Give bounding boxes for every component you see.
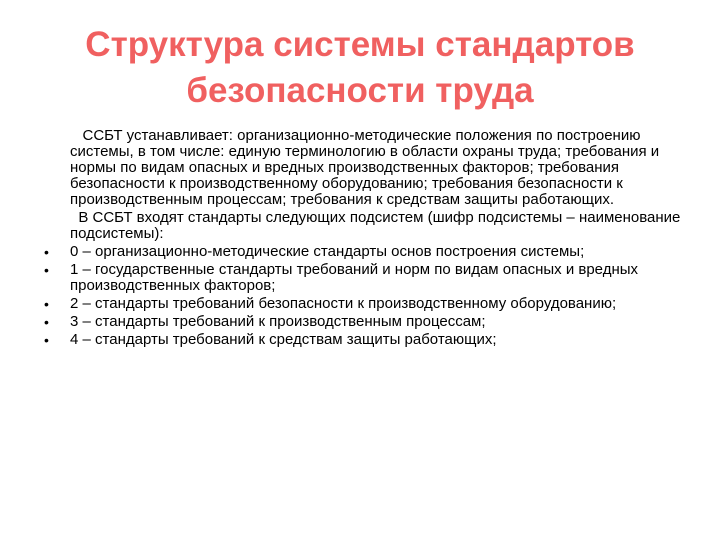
bullet-icon: •	[44, 314, 49, 330]
list-item	[40, 262, 686, 294]
bullet-icon: •	[44, 296, 49, 312]
slide-title-line-2: безопасности труда	[186, 71, 534, 110]
list-item-text: 4 – стандарты требований к средствам защиты работающих;	[70, 331, 497, 348]
list-item	[40, 332, 686, 348]
bullet-icon: •	[44, 244, 49, 260]
paragraph-subsystems-intro: В ССБТ входят стандарты следующих подсистем (шифр подсистемы – наименование подсистемы):	[70, 209, 685, 242]
slide-body	[40, 128, 686, 350]
list-item	[40, 314, 686, 330]
list-item-text: 3 – стандарты требований к производственным процессам;	[70, 313, 486, 330]
paragraph-ssbt-scope: ССБТ устанавливает: организационно-методические положения по построению системы, в том числе: единую терминологию в области охраны труда; требования и нормы по видам опасных и вредных производственных факторов; требования безопасности к производственному оборудованию; требования безопасности к производственным процессам; требования к средствам защиты работающих.	[70, 127, 664, 208]
list-item-text: 0 – организационно-методические стандарты основ построения системы;	[70, 243, 585, 260]
list-item	[40, 296, 686, 312]
bullet-icon: •	[44, 262, 49, 278]
list-item	[40, 244, 686, 260]
list-item-text: 1 – государственные стандарты требований и норм по видам опасных и вредных производственных факторов;	[70, 261, 639, 294]
bullet-icon: •	[44, 332, 49, 348]
slide-title-line-1: Структура системы стандартов	[85, 25, 635, 64]
list-item-text: 2 – стандарты требований безопасности к производственному оборудованию;	[70, 295, 617, 312]
subsystems-list	[40, 244, 686, 348]
slide-title	[30, 22, 690, 114]
